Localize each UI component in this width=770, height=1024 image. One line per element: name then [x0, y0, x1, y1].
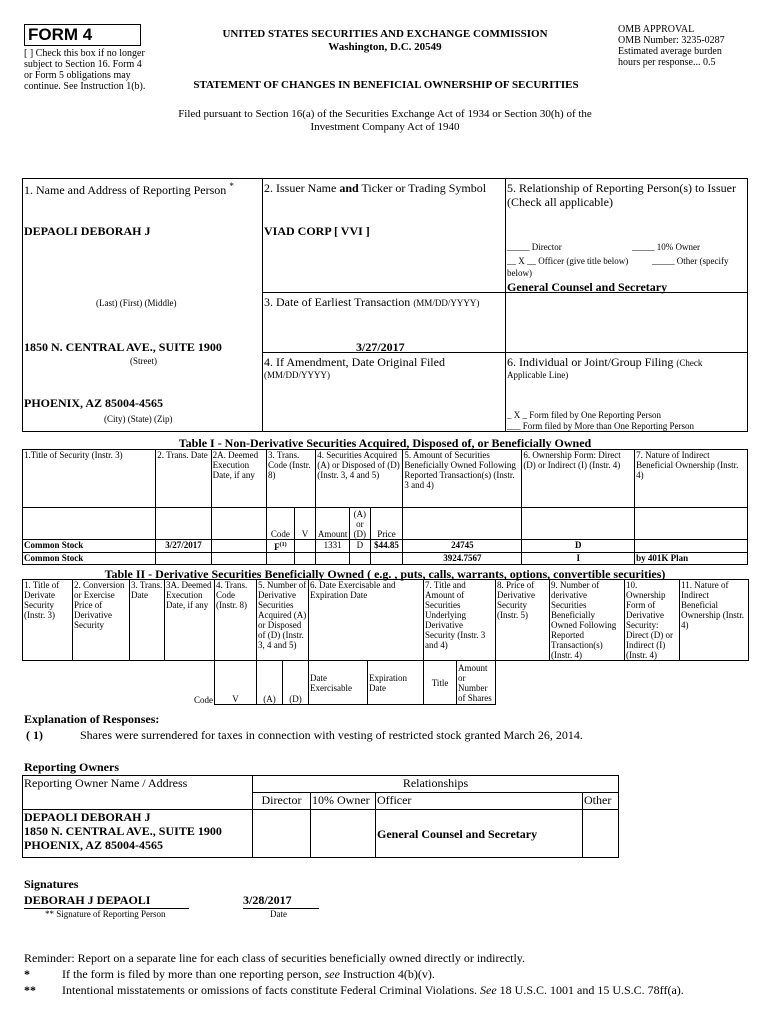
- row-amount: [316, 553, 350, 565]
- box5-label: 5. Relationship of Reporting Person(s) to Issuer (Check all applicable): [507, 181, 736, 209]
- explanation-heading: Explanation of Responses:: [24, 712, 160, 726]
- row-deemed: [211, 553, 266, 565]
- checkbox-note-line: continue. See Instruction 1(b).: [24, 81, 146, 92]
- row-v: [294, 540, 316, 553]
- table-row: [23, 810, 619, 858]
- sub-amount: Amount: [316, 508, 350, 540]
- signature-name: DEBORAH J DEPAOLI: [24, 893, 189, 909]
- owners-heading: Reporting Owners: [24, 760, 119, 774]
- row-amount: 1331: [316, 540, 350, 553]
- relationship-other: _____ Other (specify: [652, 256, 729, 266]
- col-title-header: 1. Title of Derivate Security (Instr. 3): [23, 580, 73, 661]
- row-owned: 24745: [403, 540, 522, 553]
- sub-v: V: [215, 661, 257, 705]
- col-director: Director: [253, 793, 311, 810]
- filing-more-persons: ___ Form filed by More than One Reporting Person: [507, 421, 694, 431]
- earliest-transaction-date: 3/27/2017: [356, 340, 405, 354]
- box3-label: 3. Date of Earliest Transaction (MM/DD/YYYY): [264, 295, 480, 309]
- divider: [262, 178, 263, 432]
- col-number-header: 5. Number of Derivative Securities Acquired (A) or Disposed of (D) (Instr. 3, 4 and 5): [257, 580, 309, 661]
- signatures-heading: Signatures: [24, 877, 79, 891]
- col-nature-header: 7. Nature of Indirect Beneficial Ownership (Instr. 4): [635, 450, 748, 508]
- name-parts-label: (Last) (First) (Middle): [96, 298, 177, 308]
- table2-title: Table II - Derivative Securities Beneficially Owned ( e.g. , puts, calls, warrants, options, convertible securities): [104, 567, 666, 581]
- sub-code: Code: [267, 508, 295, 540]
- col-exercisable-header: 6. Date Exercisable and Expiration Date: [309, 580, 424, 661]
- signature-date: 3/28/2017: [243, 893, 319, 909]
- col-code-header: 4. Trans. Code (Instr. 8): [215, 580, 257, 661]
- col-date-header: 2. Trans. Date: [156, 450, 211, 508]
- box6-label: 6. Individual or Joint/Group Filing (Check: [507, 355, 703, 369]
- form-title: FORM 4: [24, 24, 141, 46]
- sub-code: Code: [165, 661, 215, 705]
- col-ownership-form-header: 10. Ownership Form of Derivative Security: Direct (D) or Indirect (I) (Instr. 4): [625, 580, 680, 661]
- filed-line: Investment Company Act of 1940: [310, 121, 460, 133]
- box2-label: 2. Issuer Name and Ticker or Trading Symbol: [264, 181, 487, 195]
- agency-name: UNITED STATES SECURITIES AND EXCHANGE COMMISSION: [222, 28, 548, 40]
- issuer-name: VIAD CORP [ VVI ]: [264, 224, 370, 238]
- col-ownership-form-header: 6. Ownership Form: Direct (D) or Indirect (I) (Instr. 4): [522, 450, 635, 508]
- col-nature-header: 11. Nature of Indirect Beneficial Ownership (Instr. 4): [680, 580, 749, 661]
- col-number-owned-header: 9. Number of derivative Securities Beneficially Owned Following Reported Transaction(s) (Instr. 4): [550, 580, 625, 661]
- sub-title: Title: [424, 661, 457, 705]
- col-owner-name: Reporting Owner Name / Address: [23, 776, 253, 793]
- row-form: I: [522, 553, 635, 565]
- sub-d: (D): [283, 661, 309, 705]
- sub-v: V: [294, 508, 316, 540]
- sub-a-or-d: (A) or (D): [350, 508, 371, 540]
- relationship-officer: __ X __ Officer (give title below): [507, 256, 629, 266]
- statement-title: STATEMENT OF CHANGES IN BENEFICIAL OWNERSHIP OF SECURITIES: [193, 79, 579, 91]
- omb-line: OMB APPROVAL: [618, 24, 695, 35]
- street-label: (Street): [130, 356, 157, 366]
- checkbox-note-line: subject to Section 16. Form 4: [24, 59, 142, 70]
- explanation-text: Shares were surrendered for taxes in connection with vesting of restricted stock granted March 26, 2014.: [80, 728, 583, 742]
- col-ten-pct: 10% Owner: [311, 793, 376, 810]
- footnote-2: Intentional misstatements or omissions of facts constitute Federal Criminal Violations. See 18 U.S.C. 1001 and 15 U.S.C. 78ff(a).: [62, 983, 684, 997]
- box4-format: (MM/DD/YYYY): [264, 370, 330, 380]
- city-state-zip: PHOENIX, AZ 85004-4565: [24, 396, 164, 410]
- col-deemed-header: 2A. Deemed Execution Date, if any: [211, 450, 266, 508]
- owner-officer-title: General Counsel and Secretary: [376, 810, 583, 858]
- row-nature: by 401K Plan: [635, 553, 748, 565]
- footnote-marker: **: [24, 983, 36, 997]
- col-relationships: Relationships: [253, 776, 619, 793]
- row-owned: 3924.7567: [403, 553, 522, 565]
- filed-line: Filed pursuant to Section 16(a) of the Securities Exchange Act of 1934 or Section 30(h) of the: [178, 108, 592, 120]
- sub-exercisable: Date Exercisable: [309, 661, 368, 705]
- omb-approval: [618, 24, 758, 68]
- row-a-or-d: D: [350, 540, 371, 553]
- divider: [505, 178, 506, 432]
- box1-label: 1. Name and Address of Reporting Person *: [24, 181, 234, 197]
- footnote-marker: *: [24, 967, 30, 981]
- filing-one-person: _ X _ Form filed by One Reporting Person: [507, 410, 661, 420]
- col-price-header: 8. Price of Derivative Security (Instr. 5): [496, 580, 550, 661]
- row-a-or-d: [350, 553, 371, 565]
- omb-line: Estimated average burden: [618, 46, 722, 57]
- row-deemed: [211, 540, 266, 553]
- checkbox-note-line: [ ] Check this box if no longer: [24, 48, 145, 59]
- divider: [262, 292, 748, 293]
- filed-pursuant: [140, 108, 630, 134]
- col-other: Other: [583, 793, 619, 810]
- box6-applicable: Applicable Line): [507, 370, 569, 380]
- sub-a: (A): [257, 661, 283, 705]
- col-title-header: 1.Title of Security (Instr. 3): [23, 450, 156, 508]
- street-address: 1850 N. CENTRAL AVE., SUITE 1900: [24, 340, 222, 354]
- derivative-table: [22, 579, 749, 705]
- row-form: D: [522, 540, 635, 553]
- signature-label: ** Signature of Reporting Person: [45, 909, 166, 919]
- col-securities-header: 4. Securities Acquired (A) or Disposed of (D) (Instr. 3, 4 and 5): [316, 450, 403, 508]
- row-price: $44.85: [370, 540, 403, 553]
- row-v: [294, 553, 316, 565]
- non-derivative-table: [22, 449, 748, 565]
- omb-line: hours per response... 0.5: [618, 57, 716, 68]
- row-title: Common Stock: [23, 553, 156, 565]
- footnote-1: If the form is filed by more than one reporting person, see Instruction 4(b)(v).: [62, 967, 435, 981]
- row-price: [370, 553, 403, 565]
- explanation-number: ( 1): [26, 728, 43, 742]
- officer-title: General Counsel and Secretary: [507, 280, 668, 294]
- owner-name-address: DEPAOLI DEBORAH J 1850 N. CENTRAL AVE., SUITE 1900 PHOENIX, AZ 85004-4565: [23, 810, 253, 858]
- col-officer: Officer: [376, 793, 583, 810]
- signature-date-label: Date: [270, 909, 287, 919]
- checkbox-note-line: or Form 5 obligations may: [24, 70, 131, 81]
- reporting-owners-table: [22, 775, 619, 858]
- col-code-header: 3. Trans. Code (Instr. 8): [267, 450, 316, 508]
- row-nature: [635, 540, 748, 553]
- col-date-header: 3. Trans. Date: [130, 580, 165, 661]
- col-underlying-header: 7. Title and Amount of Securities Underlying Derivative Security (Instr. 3 and 4): [424, 580, 496, 661]
- relationship-ten-pct: _____ 10% Owner: [632, 242, 700, 252]
- row-date: [156, 553, 211, 565]
- table1-title: Table I - Non-Derivative Securities Acquired, Disposed of, or Beneficially Owned: [178, 436, 592, 450]
- table-row: [23, 553, 748, 565]
- table-row: [23, 540, 748, 553]
- col-deemed-header: 3A. Deemed Execution Date, if any: [165, 580, 215, 661]
- row-date: 3/27/2017: [156, 540, 211, 553]
- relationship-below: below): [507, 268, 532, 278]
- col-amount-owned-header: 5. Amount of Securities Beneficially Owned Following Reported Transaction(s) (Instr. 3 and 4): [403, 450, 522, 508]
- omb-line: OMB Number: 3235-0287: [618, 35, 725, 46]
- checkbox-note: [24, 48, 164, 92]
- reminder-text: Reminder: Report on a separate line for each class of securities beneficially owned directly or indirectly.: [24, 951, 526, 965]
- sub-price: Price: [370, 508, 403, 540]
- relationship-director: _____ Director: [507, 242, 562, 252]
- col-conversion-header: 2. Conversion or Exercise Price of Derivative Security: [73, 580, 130, 661]
- agency-location: Washington, D.C. 20549: [328, 41, 442, 53]
- sub-amount: Amount or Number of Shares: [457, 661, 496, 705]
- city-label: (City) (State) (Zip): [104, 414, 173, 424]
- row-title: Common Stock: [23, 540, 156, 553]
- row-code: $F^{(1)}$: [267, 540, 295, 553]
- row-code: [267, 553, 295, 565]
- sub-expiration: Expiration Date: [368, 661, 424, 705]
- agency-heading: [180, 28, 590, 54]
- divider: [262, 352, 748, 353]
- box4-label: 4. If Amendment, Date Original Filed: [264, 355, 445, 369]
- reporting-person-name: DEPAOLI DEBORAH J: [24, 224, 151, 238]
